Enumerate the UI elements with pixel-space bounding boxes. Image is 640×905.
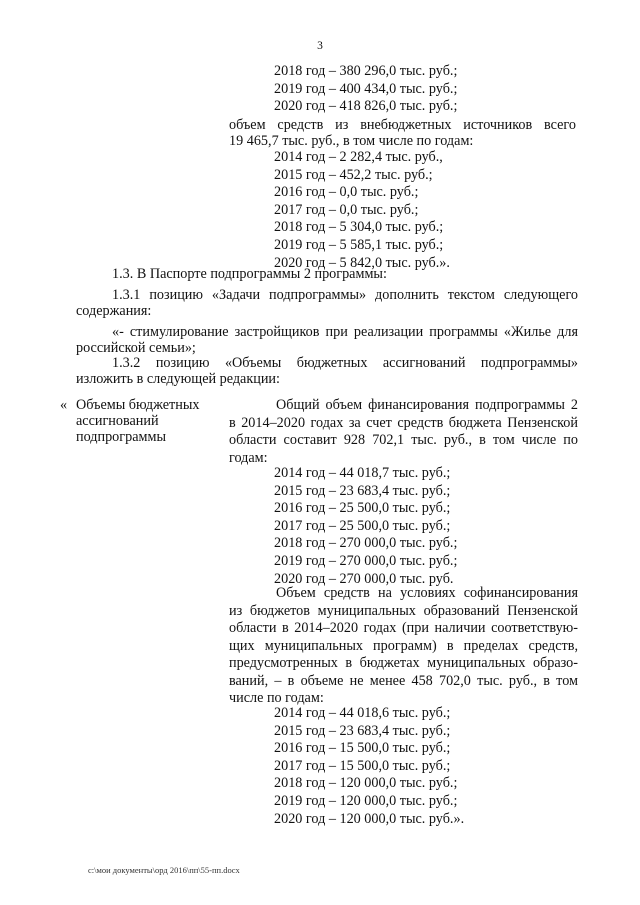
cofin-text-line: щих муниципальных программ) в пределах средств,: [229, 637, 578, 654]
cofin-year-line: 2014 год – 44 018,6 тыс. руб.;: [274, 705, 451, 721]
paragraph-1-3-1-line1: 1.3.1 позицию «Задачи подпрограммы» дополнить текстом следующего: [112, 287, 578, 303]
cofin-year-line: 2018 год – 120 000,0 тыс. руб.;: [274, 775, 458, 792]
cofin-text-line: числе по годам:: [229, 690, 324, 706]
left-label-line: подпрограммы: [76, 429, 166, 445]
offbudget-year-line: 2014 год – 2 282,4 тыс. руб.,: [274, 149, 443, 165]
cofin-year-line: 2017 год – 15 500,0 тыс. руб.;: [274, 757, 451, 774]
offbudget-year-line: 2017 год – 0,0 тыс. руб.;: [274, 201, 419, 218]
cofin-text-line: из бюджетов муниципальных образований Пензенской: [229, 602, 578, 619]
total-year-line: 2019 год – 270 000,0 тыс. руб.;: [274, 553, 458, 569]
cofin-year-line: 2015 год – 23 683,4 тыс. руб.;: [274, 722, 451, 739]
offbudget-year-line: 2015 год – 452,2 тыс. руб.;: [274, 166, 433, 183]
quote-line2: российской семьи»;: [76, 340, 196, 356]
total-year-line: 2014 год – 44 018,7 тыс. руб.;: [274, 465, 451, 481]
paragraph-1-3-1-line2: содержания:: [76, 303, 152, 319]
footer-file-path: c:\мои документы\орд 2016\пп\55-пп.docx: [88, 865, 240, 875]
total-year-line: 2018 год – 270 000,0 тыс. руб.;: [274, 535, 458, 552]
cofin-year-line: 2019 год – 120 000,0 тыс. руб.;: [274, 793, 458, 809]
offbudget-line-2: 19 465,7 тыс. руб., в том числе по годам:: [229, 133, 474, 149]
cofin-text-line: Объем средств на условиях софинансирования: [276, 585, 578, 601]
budget-year-line: 2018 год – 380 296,0 тыс. руб.;: [274, 63, 458, 79]
offbudget-year-line: 2019 год – 5 585,1 тыс. руб.;: [274, 237, 444, 253]
left-label-line: ассигнований: [76, 413, 159, 429]
quote-line1: «- стимулирование застройщиков при реализации программы «Жилье для: [112, 324, 578, 340]
offbudget-year-line: 2020 год – 5 842,0 тыс. руб.».: [274, 254, 450, 271]
cofin-year-line: 2016 год – 15 500,0 тыс. руб.;: [274, 740, 451, 757]
paragraph-1-3-2-line1: 1.3.2 позицию «Объемы бюджетных ассигнований подпрограммы»: [112, 355, 578, 371]
offbudget-line-1: объем средств из внебюджетных источников всего: [229, 117, 576, 133]
budget-year-line: 2020 год – 418 826,0 тыс. руб.;: [274, 98, 458, 115]
offbudget-year-line: 2018 год – 5 304,0 тыс. руб.;: [274, 219, 444, 236]
page-number: 3: [317, 40, 323, 52]
paragraph-1-3-2-line2: изложить в следующей редакции:: [76, 371, 280, 387]
paragraph-1-3: 1.3. В Паспорте подпрограммы 2 программы:: [112, 266, 387, 282]
total-year-line: 2015 год – 23 683,4 тыс. руб.;: [274, 482, 451, 499]
total-text-line: годам:: [229, 449, 268, 466]
cofin-text-line: области в 2014–2020 годах (при наличии соответствую-: [229, 620, 578, 636]
total-year-line: 2020 год – 270 000,0 тыс. руб.: [274, 570, 454, 587]
total-text-line: в 2014–2020 годах за счет средств бюджета Пензенской: [229, 414, 578, 431]
total-text-line: области составит 928 702,1 тыс. руб., в том числе по: [229, 432, 578, 448]
left-label-line: Объемы бюджетных: [76, 397, 200, 413]
total-text-line: Общий объем финансирования подпрограммы 2: [276, 397, 578, 413]
total-year-line: 2016 год – 25 500,0 тыс. руб.;: [274, 500, 451, 517]
open-quote: «: [60, 397, 68, 413]
budget-year-line: 2019 год – 400 434,0 тыс. руб.;: [274, 80, 458, 97]
cofin-year-line: 2020 год – 120 000,0 тыс. руб.».: [274, 810, 465, 827]
total-year-line: 2017 год – 25 500,0 тыс. руб.;: [274, 517, 451, 534]
cofin-text-line: ваний, – в объеме не менее 458 702,0 тыс. руб., в том: [229, 672, 578, 689]
cofin-text-line: предусмотренных в бюджетах муниципальных образо-: [229, 655, 578, 671]
offbudget-year-line: 2016 год – 0,0 тыс. руб.;: [274, 184, 419, 201]
